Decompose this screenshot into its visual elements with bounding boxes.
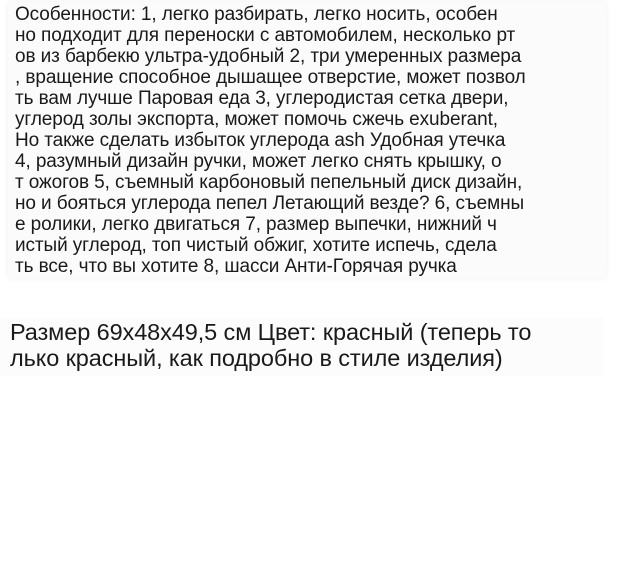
features-line-4: , вращение способное дышащее отверстие, может позвол bbox=[15, 67, 526, 88]
features-line-1: Особенности: 1, легко разбирать, легко носить, особен bbox=[15, 4, 498, 25]
features-line-5: ть вам лучше Паровая еда 3, углеродистая сетка двери, bbox=[15, 88, 509, 109]
features-line-7: Но также сделать избыток углерода ash Удобная утечка bbox=[15, 130, 506, 151]
features-line-13: ть все, что вы хотите 8, шасси Анти-Горячая ручка bbox=[15, 256, 457, 277]
features-line-3: ов из барбекю ультра-удобный 2, три умеренных размера bbox=[15, 46, 522, 67]
features-line-11: е ролики, легко двигаться 7, размер выпечки, нижний ч bbox=[15, 214, 497, 235]
features-line-2: но подходит для переноски с автомобилем, несколько рт bbox=[15, 25, 516, 46]
features-line-6: углерод золы экспорта, может помочь сжечь exuberant, bbox=[15, 109, 498, 130]
features-line-10: но и бояться углерода пепел Летающий везде? 6, съемны bbox=[15, 193, 525, 214]
features-line-9: т ожогов 5, съемный карбоновый пепельный диск дизайн, bbox=[15, 172, 523, 193]
features-line-8: 4, разумный дизайн ручки, может легко снять крышку, о bbox=[15, 151, 502, 172]
spec-line-2: лько красный, как подробно в стиле изделия) bbox=[10, 345, 503, 371]
spec-line-1: Размер 69x48x49,5 см Цвет: красный (теперь то bbox=[10, 319, 532, 345]
features-line-12: истый углерод, топ чистый обжиг, хотите испечь, сдела bbox=[15, 235, 497, 256]
